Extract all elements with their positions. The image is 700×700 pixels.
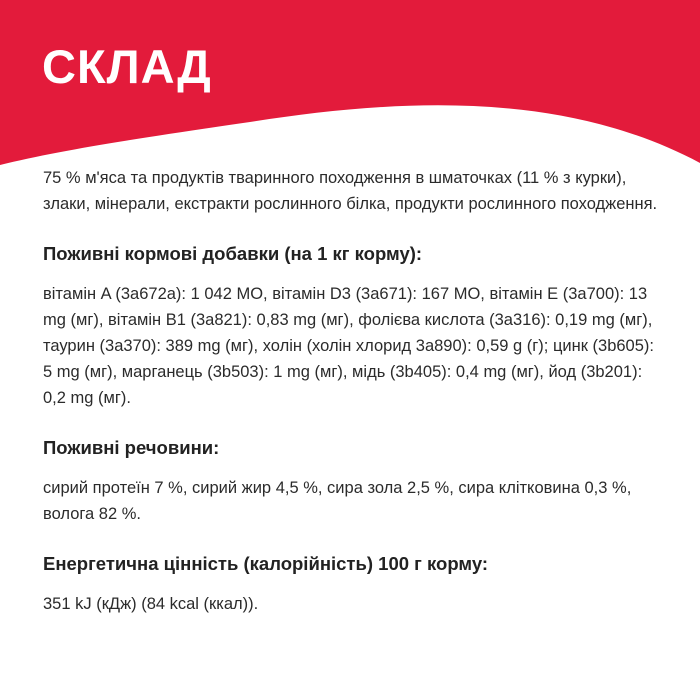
additives-text: вітамін A (3a672a): 1 042 МО, вітамін D3 (3a671): 167 МО, вітамін E (3a700): 13 mg (мг), вітамін B1 (3a821): 0,83 mg (мг), фолієва кислота (3a316): 0,19 mg (мг), таурин (3a370): 389 mg (мг), холін (холін хлорид 3a890): 0,59 g (г); цинк (3b605): 5 mg (мг), марганець (3b503): 1 mg (мг), мідь (3b405): 0,4 mg (мг), йод (3b201): 0,2 mg (мг). bbox=[43, 285, 654, 407]
nutrients-heading: Поживні речовини: bbox=[43, 437, 220, 458]
additives-heading: Поживні кормові добавки (на 1 кг корму): bbox=[43, 243, 423, 264]
energy-heading: Енергетична цінність (калорійність) 100 г корму: bbox=[43, 553, 489, 574]
header-banner bbox=[0, 0, 700, 175]
energy-text: 351 kJ (кДж) (84 kcal (ккал)). bbox=[43, 595, 259, 613]
composition-content bbox=[43, 165, 663, 617]
nutrients-text: сирий протеїн 7 %, сирий жир 4,5 %, сира зола 2,5 %, сира клітковина 0,3 %, волога 82 %. bbox=[43, 479, 632, 523]
composition-text: 75 % м'яса та продуктів тваринного походження в шматочках (11 % з курки), злаки, мінерали, екстракти рослинного білка, продукти рослинного походження. bbox=[43, 169, 658, 213]
page-title: СКЛАД bbox=[42, 40, 212, 93]
